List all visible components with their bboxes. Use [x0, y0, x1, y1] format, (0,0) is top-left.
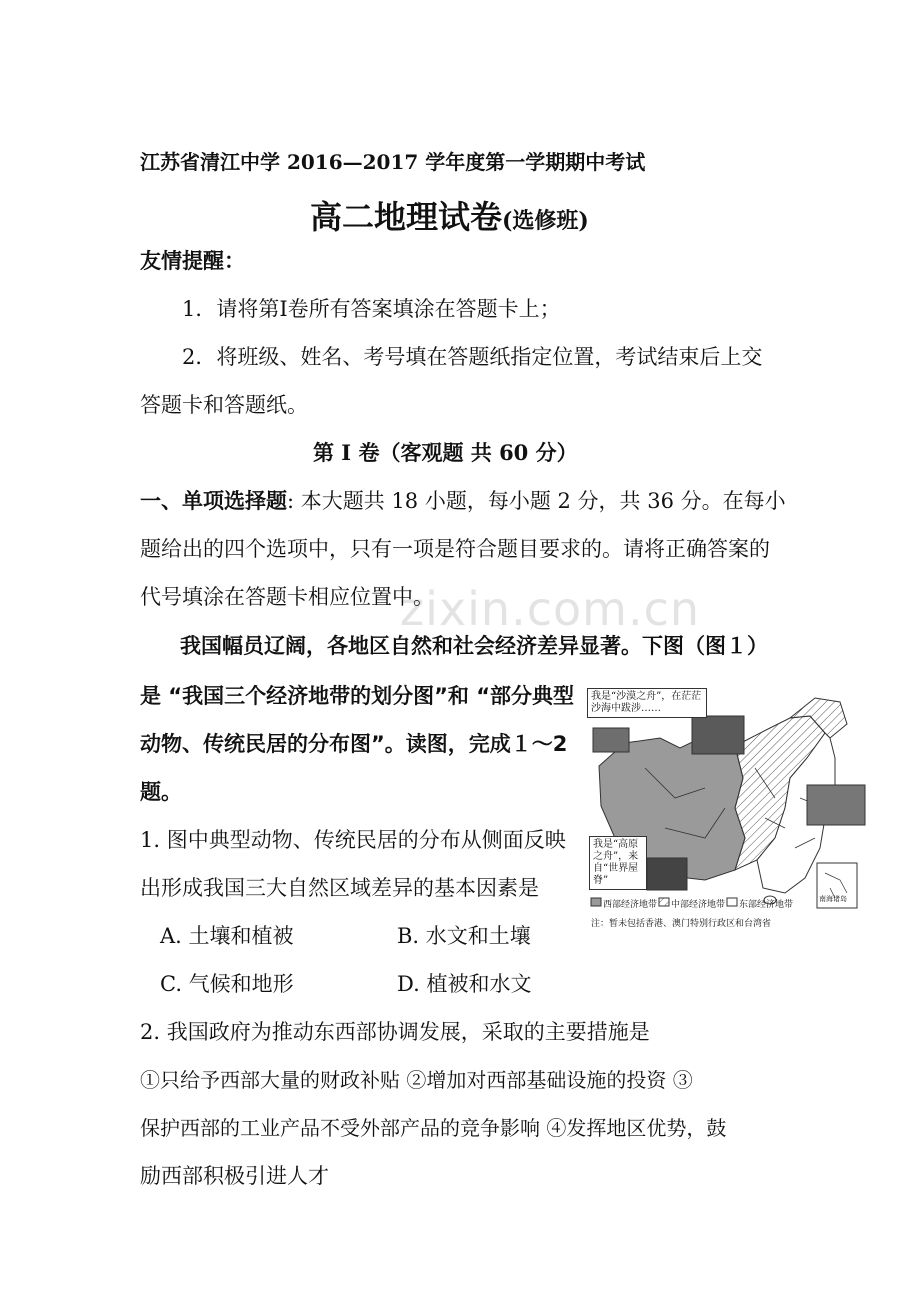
q2-line2: 保护西部的工业产品不受外部产品的竞争影响 ④发挥地区优势，鼓 [140, 1116, 727, 1140]
cave-dwelling-photo [692, 716, 744, 754]
intro-line3: 动物、传统民居的分布图”。读图，完成１～2 [140, 732, 568, 756]
q1-option-a: A. 土壤和植被 [160, 924, 294, 948]
intro-line1: 我国幅员辽阔，各地区自然和社会经济差异显著。下图（图１） [180, 634, 768, 658]
watermark: zixin.com.cn [400, 582, 701, 636]
page-title [310, 192, 589, 238]
part1-line1 [140, 485, 786, 515]
part1-label: 一、单项选择题 [140, 488, 287, 513]
camel-photo [593, 728, 629, 752]
yak-photo [647, 858, 687, 890]
part1-line1-rest: : 本大题共 18 小题，每小题 2 分，共 36 分。在每小 [287, 489, 786, 513]
inset-label: 南海诸岛 [819, 895, 847, 903]
q1-option-c: C. 气候和地形 [160, 972, 294, 996]
title-main: 高二地理试卷 [310, 198, 503, 236]
part1-line3: 代号填涂在答题卡相应位置中。 [140, 585, 434, 609]
reminder-item-2-line1: 2．将班级、姓名、考号填在答题纸指定位置，考试结束后上交 [182, 345, 763, 369]
intro-line2: 是 “我国三个经济地带的划分图”和 “部分典型 [140, 684, 575, 708]
title-sub: (选修班) [502, 208, 589, 234]
figure-1-map [585, 688, 875, 938]
legend-middle: 中部经济地带 [671, 900, 726, 910]
q2-line3: 励西部积极引进人才 [140, 1164, 329, 1188]
camel-callout: 我是“沙漠之舟”，在茫茫沙海中跋涉…… [587, 688, 707, 718]
q1-stem-line2: 出形成我国三大自然区域差异的基本因素是 [140, 876, 539, 900]
reminder-heading: 友情提醒： [140, 248, 245, 273]
reminder-item-1: 1．请将第Ⅰ卷所有答案填涂在答题卡上； [182, 297, 561, 321]
legend-west: 西部经济地带 [603, 900, 658, 910]
part1-line2: 题给出的四个选项中，只有一项是符合题目要求的。请将正确答案的 [140, 537, 770, 561]
q2-stem: 2. 我国政府为推动东西部协调发展，采取的主要措施是 [140, 1020, 650, 1044]
water-town-photo [807, 785, 865, 825]
intro-line4: 题。 [140, 780, 182, 804]
q1-stem-line1: 1. 图中典型动物、传统民居的分布从侧面反映 [140, 828, 566, 852]
reminder-item-2-line2: 答题卡和答题纸。 [140, 393, 308, 417]
q1-option-b: B. 水文和土壤 [397, 924, 531, 948]
section-title: 第 I 卷（客观题 共 60 分） [313, 440, 578, 465]
school-line: 江苏省清江中学 2016—2017 学年度第一学期期中考试 [140, 150, 646, 174]
figure-note: 注：暂未包括香港、澳门特别行政区和台湾省 [591, 919, 772, 929]
yak-callout: 我是“高原之舟”，来自“世界屋脊” [589, 836, 647, 890]
q2-line1: ①只给予西部大量的财政补贴 ②增加对西部基础设施的投资 ③ [140, 1068, 693, 1092]
q1-option-d: D. 植被和水文 [397, 972, 532, 996]
legend-east: 东部经济地带 [739, 900, 794, 910]
